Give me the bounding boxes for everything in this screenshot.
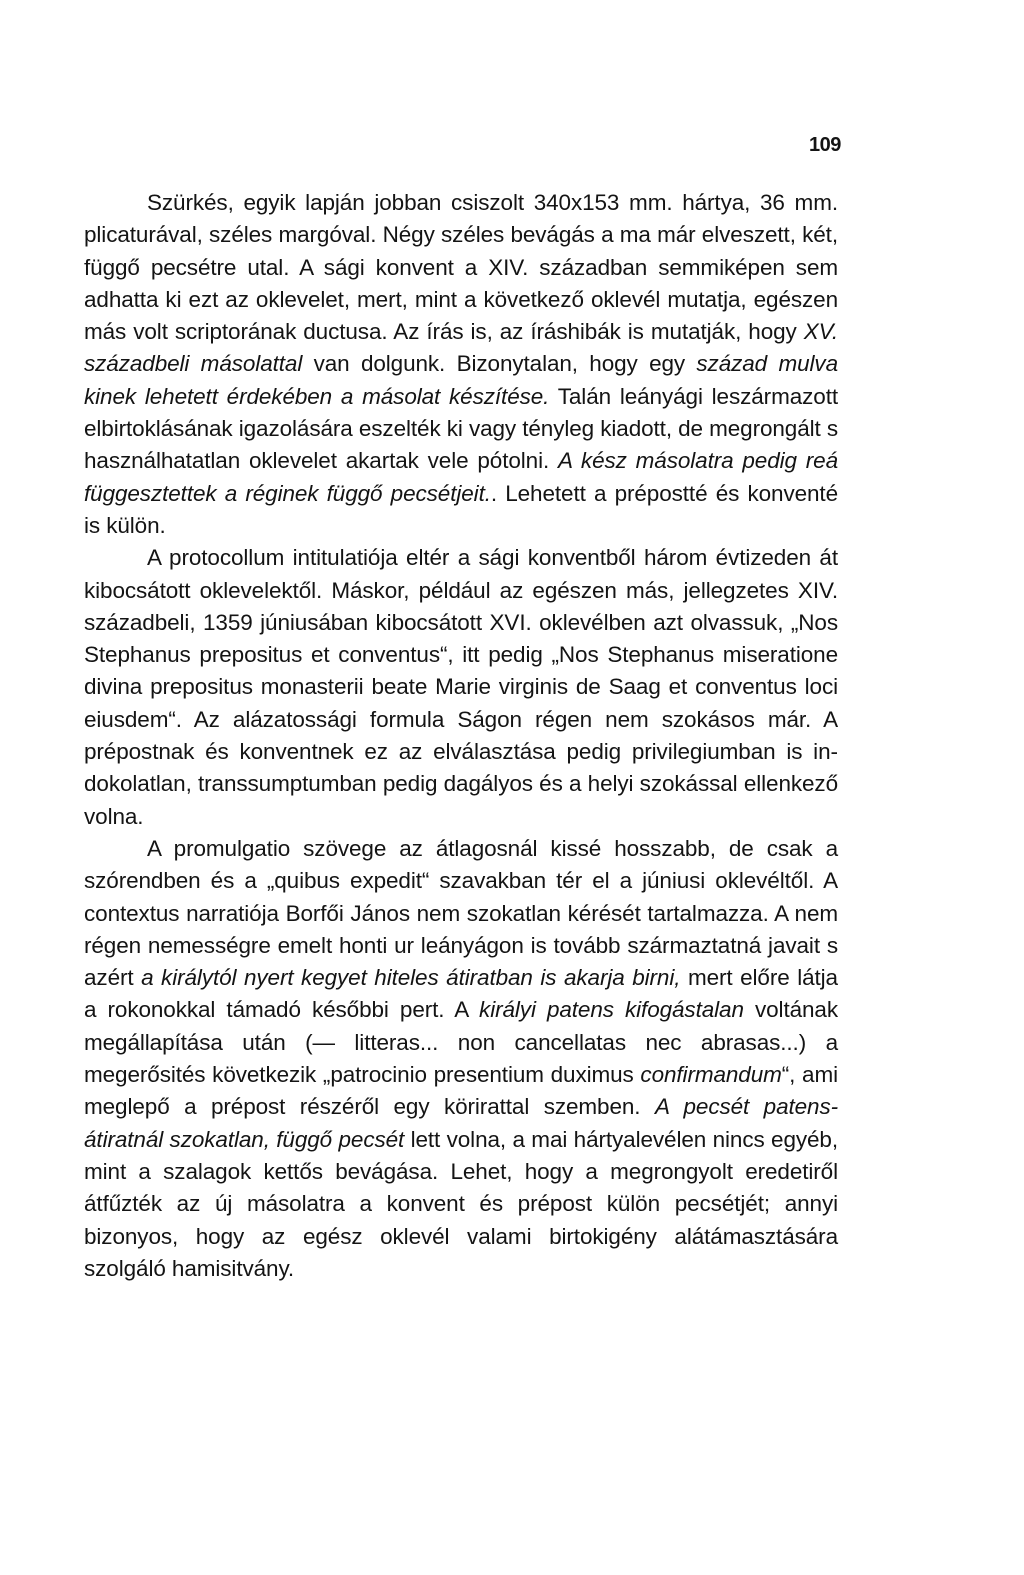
italic-run: confirmandum bbox=[640, 1062, 782, 1088]
italic-run: XV. századbeli másolattal bbox=[84, 319, 838, 377]
text-run: Szürkés, egyik lapján jobban csiszolt 340x153 mm. hártya, 36 mm. plicaturával, széles margóval. Négy széles bevágás a ma már elveszett, két, függő pecsétre utal. A sági konvent a XIV. században semmiképen sem adhatta ki ezt az oklevelet, mert, mint a következő oklevél mutatja, egészen más volt scriptorának ductusa. Az írás is, az íráshibák is mutatják, hogy bbox=[84, 190, 838, 345]
italic-run: század mulva kinek lehetett érdekében a másolat készítése. bbox=[84, 351, 838, 409]
text-run: A promulgatio szövege az átlagosnál kissé hosszabb, de csak a szórendben és a „quibus expedit“ szavakban tér el a júniusi oklevéltől. A contextus narratiója Borfői János nem szokatlan kérését tartalmazza. A nem régen nemességre emelt honti ur leányágon is tovább származtatná javait s azért bbox=[84, 835, 838, 991]
page-number: 109 bbox=[809, 134, 841, 156]
text-run: Talán leányági leszármazott elbirtoklásának igazolására eszelték ki vagy tényleg kiadott, de megrongált s használhatatlan oklevelet akartak vele pótolni. bbox=[84, 383, 839, 474]
italic-run: a királytól nyert kegyet hiteles átiratban is akarja birni, bbox=[141, 965, 681, 991]
text-run: van dolgunk. Bizonytalan, hogy egy bbox=[302, 351, 697, 377]
paragraph-1 bbox=[84, 187, 838, 542]
paragraph-2 bbox=[84, 542, 838, 833]
italic-run: királyi patens kifogástalan bbox=[479, 997, 744, 1023]
text-run: voltának megállapítása után (— litteras... non cancellatas nec abrasas...) a megerősités következik „patrocinio presentium duximus bbox=[84, 997, 838, 1088]
body-text bbox=[84, 187, 838, 1285]
text-run: A protocollum intitulatiója eltér a sági konventből három évtizeden át kibocsátott oklevelektől. Máskor, például az egészen más, jellegzetes XIV. századbeli, 1359 júniusában kibocsátott XVI. oklevélben azt olvassuk, „Nos Stephanus prepositus et conventus“, itt pedig „Nos Stephanus miseratione divina prepositus monasterii beate Marie virginis de Saag et conventus loci eiusdem“. Az alázatossági formula Ságon régen nem szokásos már. A prépostnak és konventnek ez az elválasztása pedig privilegiumban is indokolatlan, transsumptumban pedig dagályos és a helyi szokással ellenkező volna. bbox=[84, 545, 838, 829]
text-run: “, ami meglepő a prépost részéről egy körirattal szemben. bbox=[84, 1062, 838, 1120]
text-run: lett volna, a mai hártyalevélen nincs egyéb, mint a szalagok kettős bevágása. Lehet, hogy a megrongyolt eredetiről átfűzték az új másolatra a konvent és prépost külön pecsétjét; annyi bizonyos, hogy az egész oklevél valami birtokigény alátámasztására szolgáló hamisitvány. bbox=[84, 1126, 839, 1281]
italic-run: A kész másolatra pedig reá függesztettek a réginek függő pecsétjeit. bbox=[84, 448, 839, 506]
text-run: mert előre látja a rokonokkal támadó későbbi pert. A bbox=[84, 965, 838, 1023]
paragraph-3 bbox=[84, 833, 838, 1285]
italic-run: A pecsét patens-átiratnál szokatlan, függő pecsét bbox=[84, 1094, 839, 1152]
text-run: . Lehetett a prépostté és konventé is külön. bbox=[84, 480, 838, 538]
